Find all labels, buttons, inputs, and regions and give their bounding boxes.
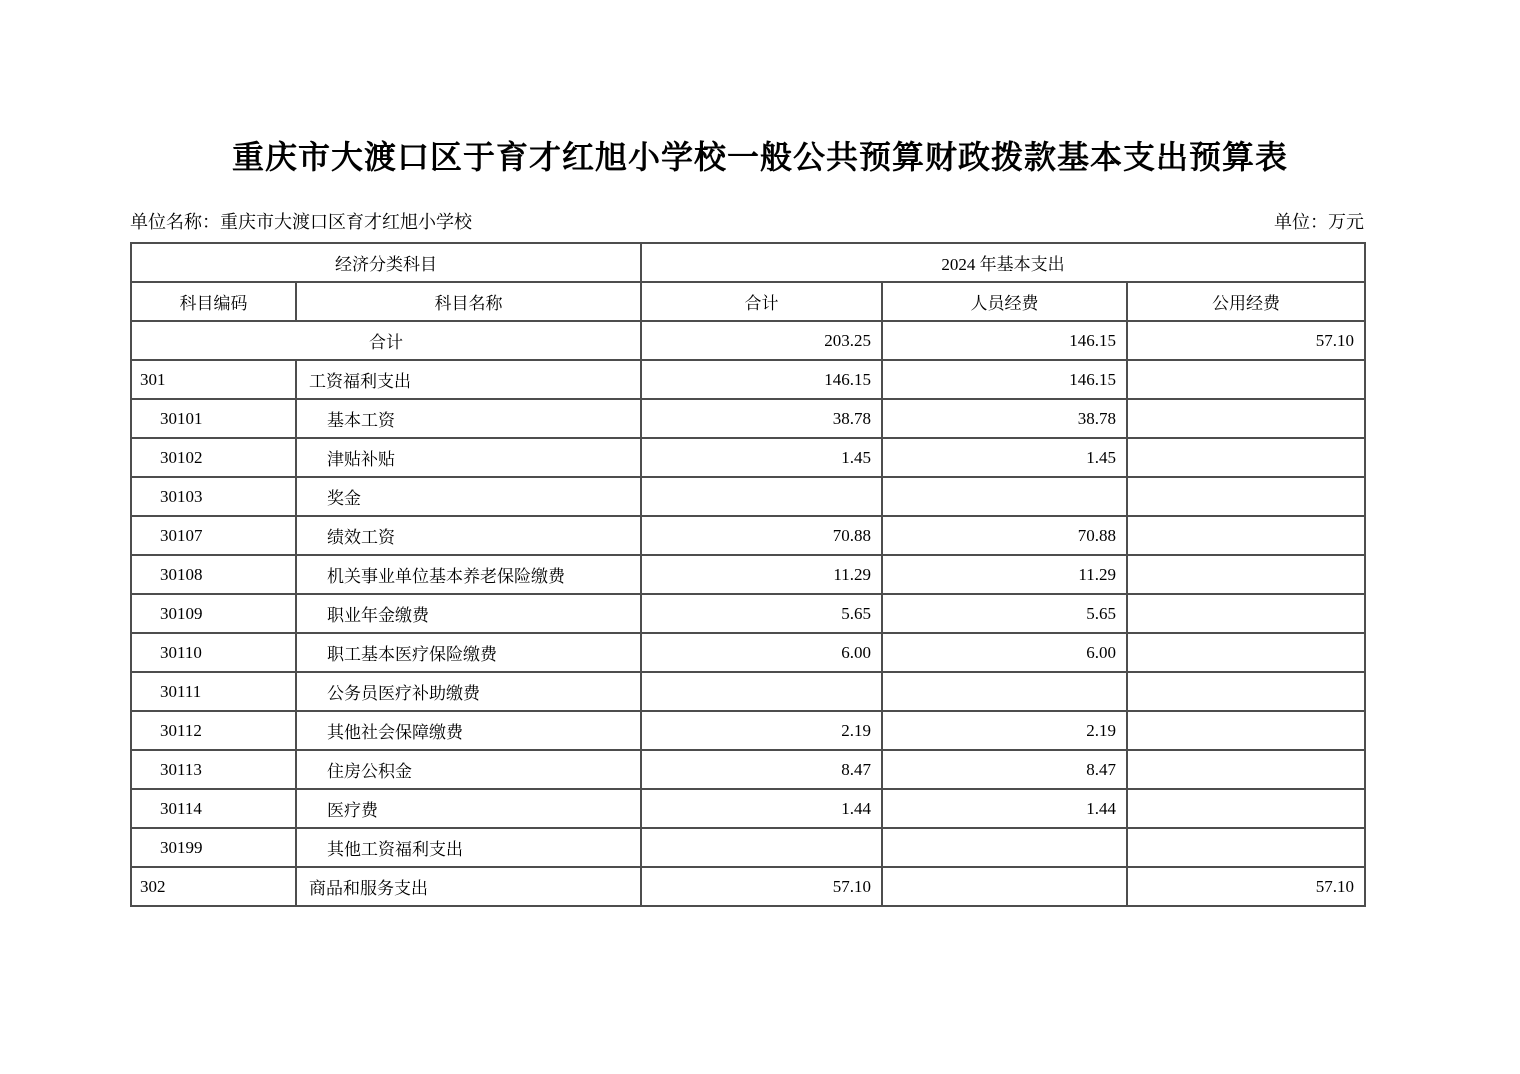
name-cell: 其他社会保障缴费 xyxy=(296,711,641,750)
public-cell xyxy=(1127,477,1365,516)
table-row xyxy=(131,867,1365,906)
total-cell: 1.45 xyxy=(641,438,882,477)
total-cell xyxy=(641,828,882,867)
personnel-cell: 70.88 xyxy=(882,516,1127,555)
total-cell: 2.19 xyxy=(641,711,882,750)
name-cell: 商品和服务支出 xyxy=(296,867,641,906)
header-group-row xyxy=(131,243,1365,282)
personnel-cell: 1.44 xyxy=(882,789,1127,828)
personnel-cell: 6.00 xyxy=(882,633,1127,672)
public-cell xyxy=(1127,516,1365,555)
unit-name-label: 单位名称：重庆市大渡口区育才红旭小学校 xyxy=(130,212,472,232)
total-cell: 6.00 xyxy=(641,633,882,672)
total-row-total: 203.25 xyxy=(641,321,882,360)
code-cell: 30111 xyxy=(131,672,296,711)
col-header-subject-code: 科目编码 xyxy=(131,282,296,321)
total-cell: 11.29 xyxy=(641,555,882,594)
personnel-cell: 5.65 xyxy=(882,594,1127,633)
public-cell xyxy=(1127,438,1365,477)
code-cell: 302 xyxy=(131,867,296,906)
total-cell xyxy=(641,477,882,516)
personnel-cell: 38.78 xyxy=(882,399,1127,438)
name-cell: 医疗费 xyxy=(296,789,641,828)
code-cell: 30113 xyxy=(131,750,296,789)
table-row xyxy=(131,750,1365,789)
public-cell xyxy=(1127,594,1365,633)
name-cell: 基本工资 xyxy=(296,399,641,438)
public-cell xyxy=(1127,789,1365,828)
name-cell: 职工基本医疗保险缴费 xyxy=(296,633,641,672)
total-cell: 5.65 xyxy=(641,594,882,633)
unit-measure-label: 单位：万元 xyxy=(1274,212,1364,232)
personnel-cell xyxy=(882,672,1127,711)
name-cell: 职业年金缴费 xyxy=(296,594,641,633)
name-cell: 奖金 xyxy=(296,477,641,516)
public-cell xyxy=(1127,633,1365,672)
personnel-cell: 146.15 xyxy=(882,360,1127,399)
name-cell: 公务员医疗补助缴费 xyxy=(296,672,641,711)
public-cell xyxy=(1127,828,1365,867)
public-cell xyxy=(1127,672,1365,711)
header-economic-classification: 经济分类科目 xyxy=(131,243,641,282)
total-row-name: 合计 xyxy=(131,321,641,360)
personnel-cell: 2.19 xyxy=(882,711,1127,750)
public-cell xyxy=(1127,360,1365,399)
table-row xyxy=(131,555,1365,594)
public-cell xyxy=(1127,711,1365,750)
col-header-subject-name: 科目名称 xyxy=(296,282,641,321)
public-cell: 57.10 xyxy=(1127,867,1365,906)
total-cell: 8.47 xyxy=(641,750,882,789)
table-row xyxy=(131,672,1365,711)
personnel-cell xyxy=(882,828,1127,867)
code-cell: 30114 xyxy=(131,789,296,828)
public-cell xyxy=(1127,750,1365,789)
meta-line xyxy=(130,209,1364,235)
col-header-personnel-expense: 人员经费 xyxy=(882,282,1127,321)
name-cell: 其他工资福利支出 xyxy=(296,828,641,867)
code-cell: 30109 xyxy=(131,594,296,633)
code-cell: 30199 xyxy=(131,828,296,867)
name-cell: 住房公积金 xyxy=(296,750,641,789)
table-row xyxy=(131,789,1365,828)
name-cell: 绩效工资 xyxy=(296,516,641,555)
total-row-public: 57.10 xyxy=(1127,321,1365,360)
header-2024-basic-expenditure: 2024 年基本支出 xyxy=(641,243,1365,282)
table-row xyxy=(131,438,1365,477)
table-row xyxy=(131,594,1365,633)
total-cell: 1.44 xyxy=(641,789,882,828)
name-cell: 工资福利支出 xyxy=(296,360,641,399)
personnel-cell xyxy=(882,867,1127,906)
total-cell xyxy=(641,672,882,711)
code-cell: 30108 xyxy=(131,555,296,594)
total-cell: 38.78 xyxy=(641,399,882,438)
total-cell: 57.10 xyxy=(641,867,882,906)
personnel-cell: 1.45 xyxy=(882,438,1127,477)
table-row xyxy=(131,828,1365,867)
code-cell: 30102 xyxy=(131,438,296,477)
table-row xyxy=(131,633,1365,672)
page-title: 重庆市大渡口区于育才红旭小学校一般公共预算财政拨款基本支出预算表 xyxy=(231,139,1288,175)
code-cell: 30112 xyxy=(131,711,296,750)
total-cell: 70.88 xyxy=(641,516,882,555)
code-cell: 30101 xyxy=(131,399,296,438)
code-cell: 30110 xyxy=(131,633,296,672)
col-header-public-expense: 公用经费 xyxy=(1127,282,1365,321)
total-row-personnel: 146.15 xyxy=(882,321,1127,360)
col-header-total: 合计 xyxy=(641,282,882,321)
name-cell: 津贴补贴 xyxy=(296,438,641,477)
personnel-cell: 11.29 xyxy=(882,555,1127,594)
budget-table xyxy=(130,242,1366,907)
budget-table-body xyxy=(131,243,1365,906)
table-row xyxy=(131,360,1365,399)
table-row xyxy=(131,477,1365,516)
name-cell: 机关事业单位基本养老保险缴费 xyxy=(296,555,641,594)
public-cell xyxy=(1127,555,1365,594)
code-cell: 30107 xyxy=(131,516,296,555)
header-columns-row xyxy=(131,282,1365,321)
public-cell xyxy=(1127,399,1365,438)
code-cell: 301 xyxy=(131,360,296,399)
total-cell: 146.15 xyxy=(641,360,882,399)
table-row xyxy=(131,399,1365,438)
personnel-cell: 8.47 xyxy=(882,750,1127,789)
total-row xyxy=(131,321,1365,360)
table-row xyxy=(131,516,1365,555)
personnel-cell xyxy=(882,477,1127,516)
code-cell: 30103 xyxy=(131,477,296,516)
table-row xyxy=(131,711,1365,750)
